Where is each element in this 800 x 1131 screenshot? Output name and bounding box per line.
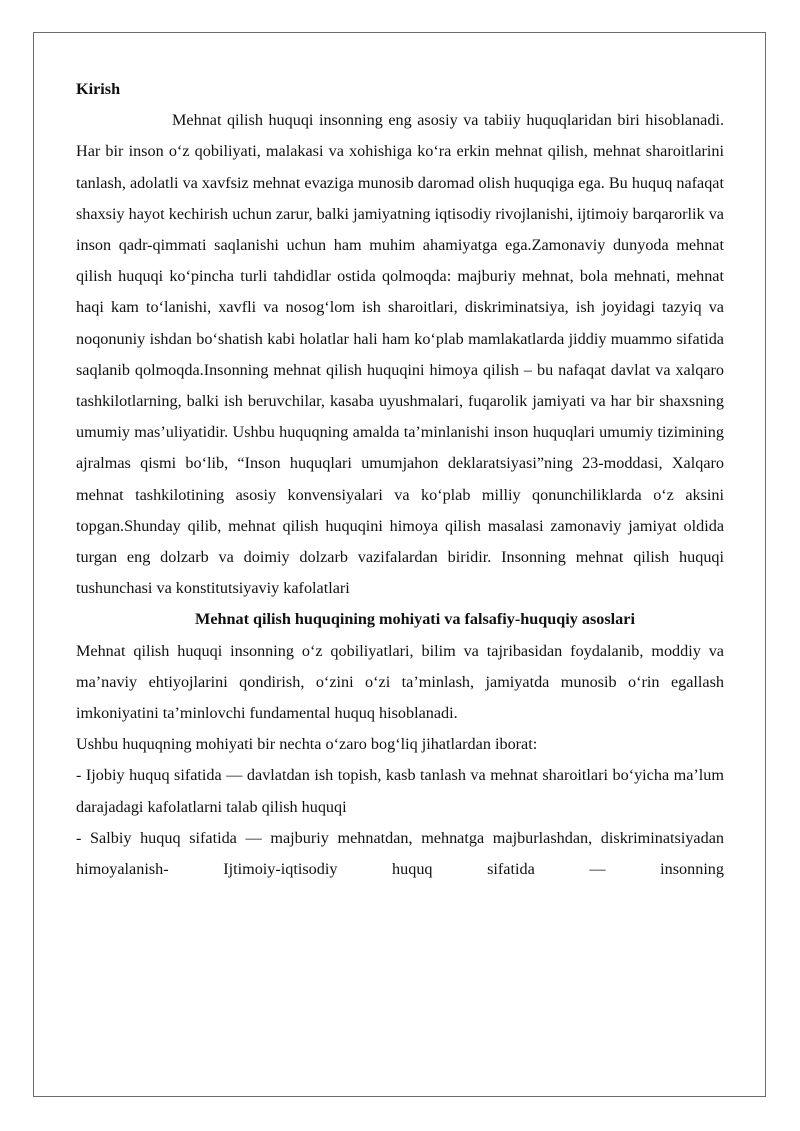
paragraph-negative-right: - Salbiy huquq sifatida — majburiy mehnatdan, mehnatga majburlashdan, diskriminatsiyadan himoyalanish- Ijtimoiy-iqtisodiy huquq sifatida — insonning bbox=[76, 828, 724, 879]
paragraph-positive-right: - Ijobiy huquq sifatida — davlatdan ish topish, kasb tanlash va mehnat sharoitlari bo‘yicha ma’lum darajadagi kafolatlarni talab qilish huquqi bbox=[76, 766, 724, 816]
paragraph-definition: Mehnat qilish huquqi insonning o‘z qobiliyatlari, bilim va tajribasidan foydalanib, moddiy va ma’naviy ehtiyojlarini qondirish, o‘zini o‘zi ta’minlash, jamiyatda munosib o‘rin egallash imkoniyatini ta’minlovchi fundamental huquq hisoblanadi. bbox=[76, 641, 724, 723]
section-title: Mehnat qilish huquqining mohiyati va falsafiy-huquqiy asoslari bbox=[195, 610, 635, 629]
document-heading: Kirish bbox=[76, 80, 121, 98]
document-body bbox=[76, 74, 724, 885]
paragraph-aspects: Ushbu huquqning mohiyati bir nechta o‘zaro bog‘liq jihatlardan iborat: bbox=[76, 735, 538, 754]
intro-paragraph: Mehnat qilish huquqi insonning eng asosiy va tabiiy huquqlaridan biri hisoblanadi. Har bir inson o‘z qobiliyati, malakasi va xohishiga ko‘ra erkin mehnat qilish, mehnat sharoitlarini tanlash, adolatli va xavfsiz mehnat evaziga munosib daromad olish huquqiga ega. Bu huquq nafaqat shaxsiy hayot kechirish uchun zarur, balki jamiyatning iqtisodiy rivojlanishi, ijtimoiy barqarorlik va inson qadr-qimmati saqlanishi uchun ham muhim ahamiyatga ega.Zamonaviy dunyoda mehnat qilish huquqi ko‘pincha turli tahdidlar ostida qolmoqda: majburiy mehnat, bola mehnati, mehnat haqi kam to‘lanishi, xavfli va nosog‘lom ish sharoitlari, diskriminatsiya, ish joyidagi tazyiq va noqonuniy ishdan bo‘shatish kabi holatlar hali ham ko‘plab mamlakatlarda jiddiy muammo sifatida saqlanib qolmoqda.Insonning mehnat qilish huquqini himoya qilish – bu nafaqat davlat va xalqaro tashkilotlarning, balki ish beruvchilar, kasaba uyushmalari, fuqarolik jamiyati va har bir shaxsning umumiy mas’uliyatidir. Ushbu huquqning amalda ta’minlanishi inson huquqlari umumiy tizimining ajralmas qismi bo‘lib, “Inson huquqlari umumjahon deklaratsiyasi”ning 23-moddasi, Xalqaro mehnat tashkilotining asosiy konvensiyalari va ko‘plab milliy qonunchiliklarda o‘z aksini topgan.Shunday qilib, mehnat qilish huquqini himoya qilish masalasi zamonaviy jamiyat oldida turgan eng dolzarb va doimiy dolzarb vazifalardan biridir. Insonning mehnat qilish huquqi tushunchasi va konstitutsiyaviy kafolatlari bbox=[76, 111, 724, 598]
